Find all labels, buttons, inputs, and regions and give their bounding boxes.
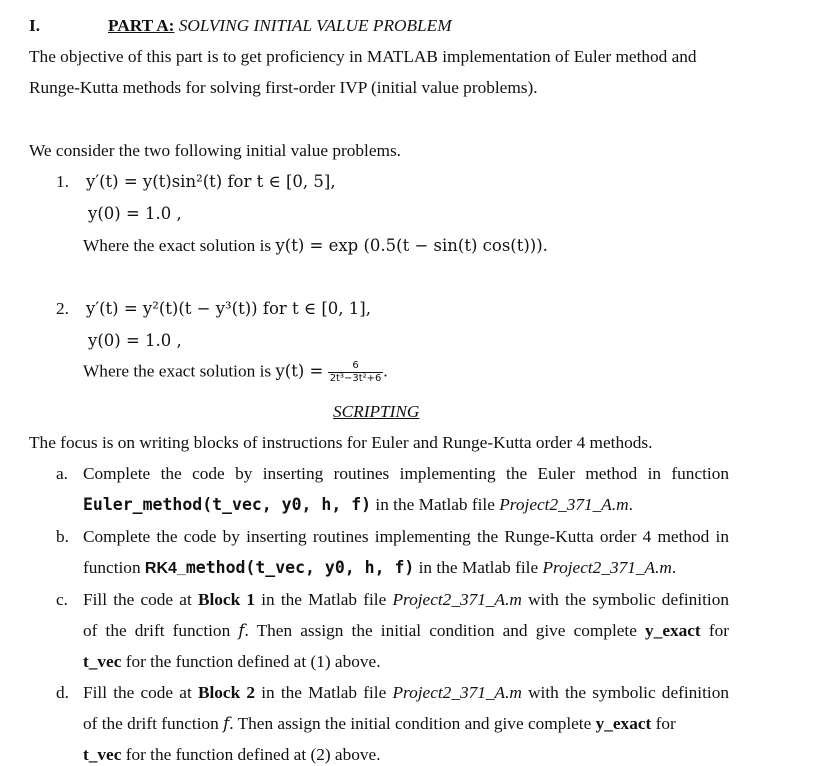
task-b-end: . <box>671 558 677 577</box>
task-d-t2: in the Matlab file <box>255 683 393 702</box>
block-1-label: Block 1 <box>197 590 256 609</box>
task-c-letter: c. <box>56 590 68 609</box>
task-c-t1: Fill the code at <box>83 590 198 609</box>
matlab-file: Project2_371_A.m <box>392 683 522 702</box>
task-c-l2a: of the drift function <box>83 621 239 640</box>
focus-text: The focus is on writing blocks of instructions for Euler and Runge-Kutta order 4 methods. <box>29 433 653 452</box>
task-a-letter: a. <box>56 464 68 483</box>
problem-1-initial-condition: y(0) = 1.0 , <box>88 204 182 223</box>
exact-end: . <box>383 361 388 381</box>
task-d-l3: for the function defined at (2) above. <box>121 745 381 764</box>
task-d-line-2 <box>83 714 676 734</box>
task-d-t3: with the symbolic definition <box>521 683 729 702</box>
task-d-l2b: . Then assign the initial condition and give complete <box>229 714 596 733</box>
intro-line-1: The objective of this part is to get proficiency in MATLAB implementation of Euler method and <box>29 47 697 66</box>
task-a-mid: in the Matlab file <box>371 495 500 514</box>
consider-text: We consider the two following initial value problems. <box>29 141 401 160</box>
task-b-function-word: function <box>83 558 145 577</box>
task-c-l2c: for <box>700 621 729 640</box>
task-c-t2: in the Matlab file <box>255 590 393 609</box>
task-c-line-3 <box>83 652 381 672</box>
task-d-l2c: for <box>651 714 676 733</box>
y-exact-label: y_exact <box>645 621 701 640</box>
matlab-file: Project2_371_A.m <box>392 590 522 609</box>
task-d-letter: d. <box>56 683 69 702</box>
part-label: PART A: <box>108 16 175 35</box>
drift-function-symbol: f <box>238 621 245 640</box>
task-c-line-2 <box>83 621 729 641</box>
intro-line-2: Runge-Kutta methods for solving first-order IVP (initial value problems). <box>29 78 538 97</box>
euler-function-code: Euler_method(t_vec, y0, h, f) <box>83 495 372 514</box>
problem-1-ode: y′(t) = y(t)sin²(t) for t ∈ [0, 5], <box>86 172 336 191</box>
exact-prefix: Where the exact solution is <box>83 361 272 381</box>
exact-prefix: Where the exact solution is <box>83 236 272 255</box>
task-d-l2a: of the drift function <box>83 714 224 733</box>
matlab-file: Project2_371_A.m <box>542 558 672 577</box>
task-a-line-1: Complete the code by inserting routines implementing the Euler method in function <box>83 464 729 483</box>
drift-function-symbol: f <box>223 714 230 733</box>
problem-2-exact-solution <box>83 360 388 385</box>
rk4-code-prefix: RK4_ <box>144 560 186 577</box>
exact-formula: y(t) = exp (0.5(t − sin(t) cos(t))). <box>275 236 548 255</box>
fraction-denominator: 2t³−3t²+6 <box>329 373 382 384</box>
task-d-line-1 <box>83 683 729 703</box>
task-c-l3: for the function defined at (1) above. <box>121 652 381 671</box>
fraction-numerator: 6 <box>328 360 384 373</box>
task-d-t1: Fill the code at <box>83 683 198 702</box>
task-b-line-2 <box>83 558 676 578</box>
matlab-file: Project2_371_A.m <box>499 495 629 514</box>
task-c-t3: with the symbolic definition <box>521 590 729 609</box>
task-c-line-1 <box>83 590 729 610</box>
rk4-function-code: method(t_vec, y0, h, f) <box>185 558 415 577</box>
problem-2-ode: y′(t) = y²(t)(t − y³(t)) for t ∈ [0, 1], <box>86 299 371 318</box>
task-d-line-3 <box>83 745 381 765</box>
exact-lhs: y(t) = <box>275 361 324 381</box>
task-a-line-2 <box>83 495 633 515</box>
problem-2-initial-condition: y(0) = 1.0 , <box>88 331 182 350</box>
section-number: I. <box>29 16 41 35</box>
task-c-l2b: . Then assign the initial condition and give complete <box>244 621 646 640</box>
section-heading <box>108 16 452 36</box>
task-b-line-1: Complete the code by inserting routines implementing the Runge-Kutta order 4 method in <box>83 527 729 546</box>
task-a-end: . <box>628 495 633 514</box>
scripting-heading: SCRIPTING <box>333 402 420 421</box>
block-2-label: Block 2 <box>197 683 256 702</box>
problem-1-exact-solution <box>83 236 548 256</box>
task-b-mid: in the Matlab file <box>414 558 543 577</box>
problem-2-number: 2. <box>56 299 69 318</box>
y-exact-label: y_exact <box>595 714 652 733</box>
part-title: SOLVING INITIAL VALUE PROBLEM <box>178 16 452 35</box>
exact-fraction <box>328 360 384 385</box>
t-vec-label: t_vec <box>83 652 122 671</box>
problem-1-number: 1. <box>56 172 69 191</box>
task-b-letter: b. <box>56 527 69 546</box>
t-vec-label: t_vec <box>83 745 122 764</box>
